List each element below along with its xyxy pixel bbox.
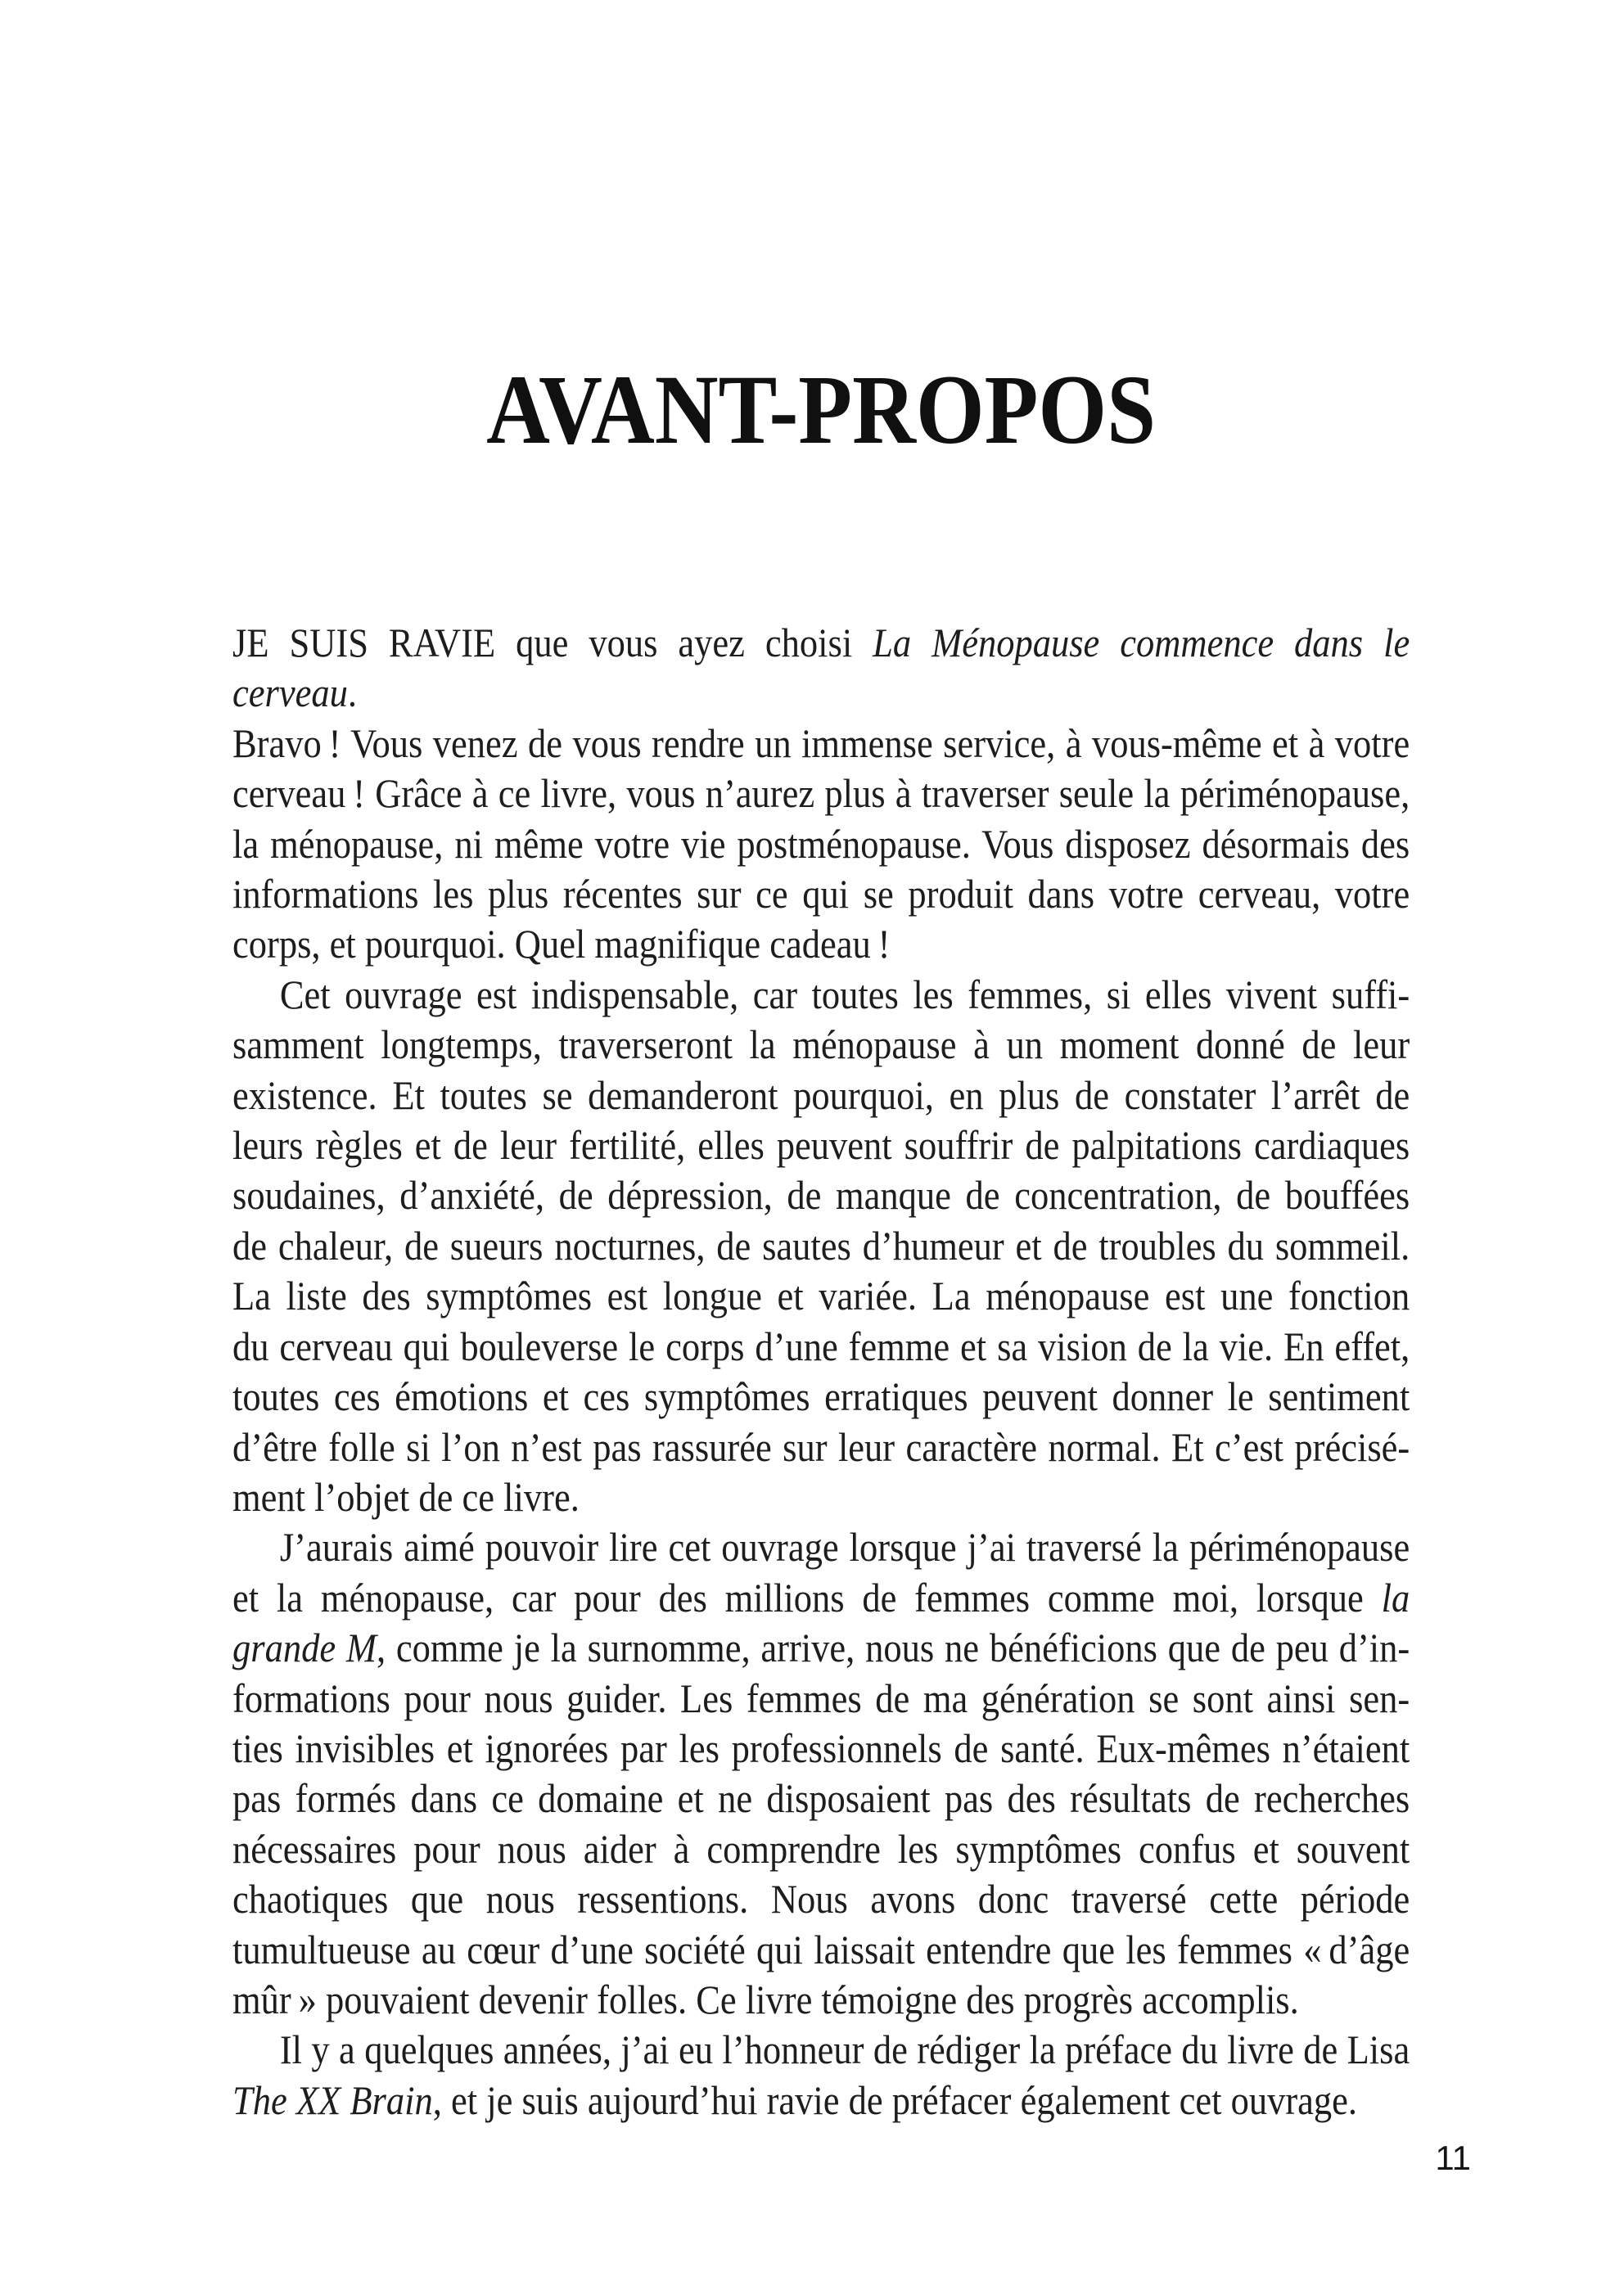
- body-text: [232, 618, 1410, 2125]
- text-line: existence. Et toutes se demanderont pourquoi, en plus de constater l’arrêt de: [232, 1071, 1410, 1118]
- text-line: du cerveau qui bouleverse le corps d’une femme et sa vision de la vie. En effet,: [232, 1323, 1410, 1369]
- text-line: ties invisibles et ignorées par les professionnels de santé. Eux-mêmes n’étaient: [232, 1724, 1410, 1771]
- text-line: soudaines, d’anxiété, de dépression, de manque de concentration, de bouffées: [232, 1172, 1410, 1219]
- text-line: Cet ouvrage est indispensable, car toutes les femmes, si elles vivent suffi-: [279, 971, 1410, 1017]
- text-line: toutes ces émotions et ces symptômes erratiques peuvent donner le sentiment: [232, 1373, 1410, 1420]
- text-line: The XX Brain, et je suis aujourd’hui ravie de préfacer également cet ouvrage.: [232, 2076, 1358, 2123]
- text-line: d’être folle si l’on n’est pas rassurée sur leur caractère normal. Et c’est précisé-: [232, 1423, 1410, 1470]
- text-line: grande M, comme je la surnomme, arrive, nous ne bénéficions que de peu d’in-: [232, 1625, 1410, 1671]
- text-line: corps, et pourquoi. Quel magnifique cadeau !: [232, 921, 891, 967]
- text-line: leurs règles et de leur fertilité, elles peuvent souffrir de palpitations cardiaques: [232, 1122, 1410, 1169]
- text-line: la ménopause, ni même votre vie postménopause. Vous disposez désormais des: [232, 820, 1410, 867]
- text-line: ment l’objet de ce livre.: [232, 1473, 580, 1520]
- text-line: La liste des symptômes est longue et variée. La ménopause est une fonction: [232, 1273, 1410, 1319]
- text-line: cerveau ! Grâce à ce livre, vous n’aurez plus à traverser seule la périménopause,: [232, 770, 1410, 817]
- text-line: informations les plus récentes sur ce qui se produit dans votre cerveau, votre: [232, 871, 1410, 917]
- page-number: 11: [1435, 2139, 1471, 2177]
- text-line: tumultueuse au cœur d’une société qui laissait entendre que les femmes « d’âge: [232, 1926, 1410, 1972]
- text-line: mûr » pouvaient devenir folles. Ce livre témoigne des progrès accomplis.: [232, 1976, 1299, 2022]
- text-line: formations pour nous guider. Les femmes de ma génération se sont ainsi sen-: [232, 1675, 1410, 1721]
- text-line: Il y a quelques années, j’ai eu l’honneur de rédiger la préface du livre de Lisa: [279, 2026, 1410, 2073]
- chapter-title: AVANT-PROPOS: [486, 355, 1157, 465]
- text-line: pas formés dans ce domaine et ne disposaient pas des résultats de recherches: [232, 1775, 1410, 1822]
- text-line: Bravo ! Vous venez de vous rendre un immense service, à vous-même et à votre: [232, 719, 1410, 766]
- text-line: et la ménopause, car pour des millions de femmes comme moi, lorsque la: [232, 1574, 1410, 1621]
- text-line: nécessaires pour nous aider à comprendre les symptômes confus et souvent: [232, 1825, 1410, 1872]
- text-line: de chaleur, de sueurs nocturnes, de sautes d’humeur et de troubles du sommeil.: [232, 1222, 1410, 1269]
- text-line: chaotiques que nous ressentions. Nous avons donc traversé cette période: [232, 1876, 1410, 1923]
- text-line: J’aurais aimé pouvoir lire cet ouvrage lorsque j’ai traversé la périménopause: [279, 1524, 1410, 1571]
- text-line: samment longtemps, traverseront la ménopause à un moment donné de leur: [232, 1021, 1410, 1068]
- text-line: JE SUIS RAVIE que vous ayez choisi La Ménopause commence dans le cerveau.: [232, 620, 1410, 716]
